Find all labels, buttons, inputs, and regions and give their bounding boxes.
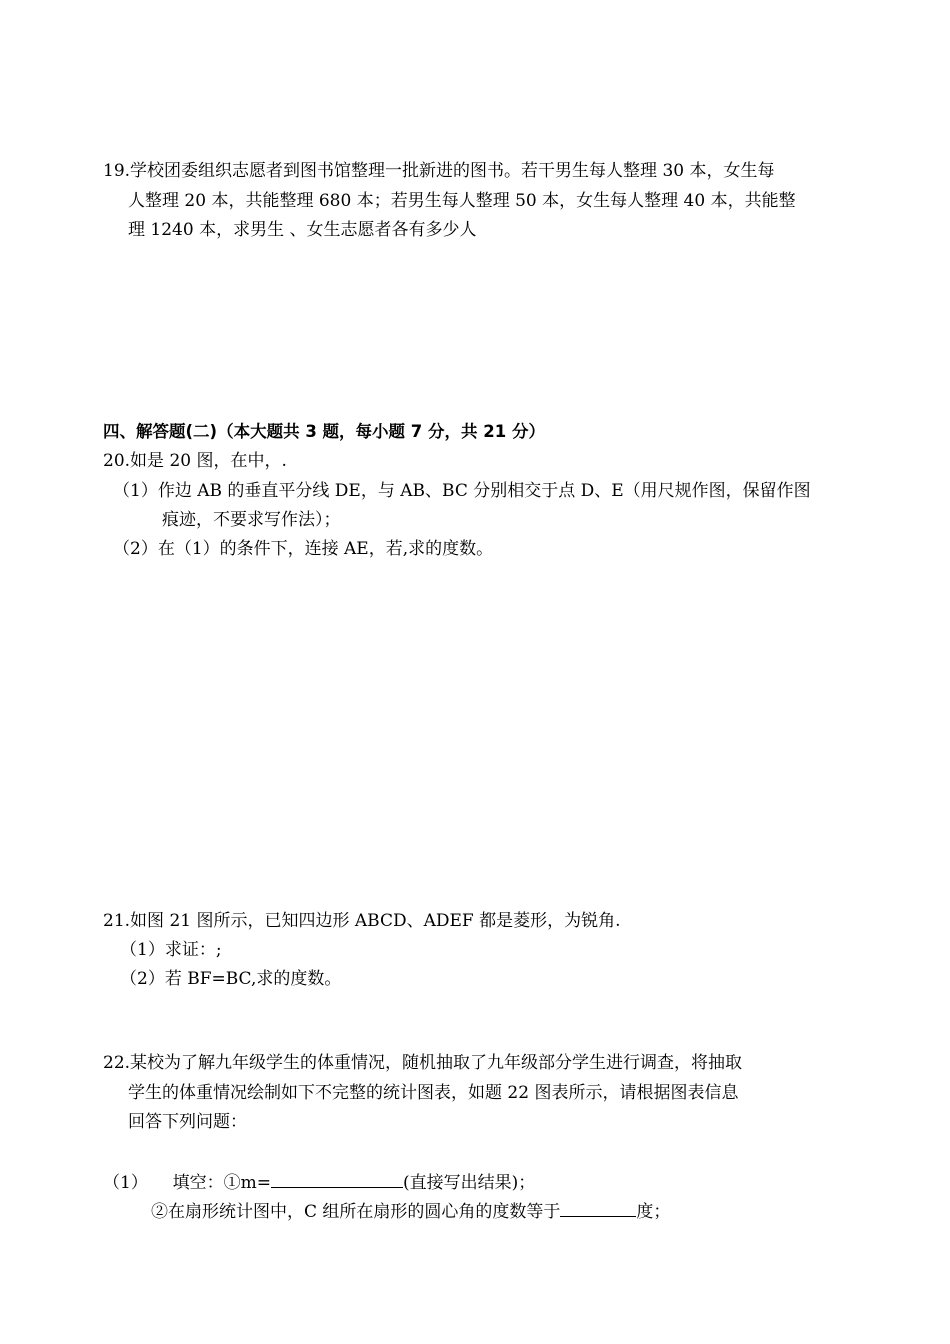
q20-part-1-line-2: 痕迹，不要求写作法）；: [162, 510, 341, 530]
q22-part-1-prompt: 填空：①m=: [172, 1173, 272, 1193]
q22-part-1-suffix: (直接写出结果)；: [403, 1173, 536, 1193]
q20-stem: 20.如是 20 图，在中，.: [103, 451, 287, 471]
q22-part-2-suffix: 度；: [636, 1202, 671, 1222]
q19-line-2: 人整理 20 本，共能整理 680 本；若男生每人整理 50 本，女生每人整理 40 本，共能整: [128, 191, 796, 211]
q19-line-3: 理 1240 本，求男生 、女生志愿者各有多少人: [128, 220, 477, 240]
q22-part-1-label: （1）: [103, 1173, 148, 1193]
q22-line-2: 学生的体重情况绘制如下不完整的统计图表，如题 22 图表所示，请根据图表信息: [128, 1083, 739, 1103]
q22-line-1: 22.某校为了解九年级学生的体重情况，随机抽取了九年级部分学生进行调查，将抽取: [103, 1053, 743, 1073]
q21-stem: 21.如图 21 图所示，已知四边形 ABCD、ADEF 都是菱形，为锐角.: [103, 911, 621, 931]
answer-blank-angle[interactable]: [560, 1200, 636, 1217]
q19-line-1: 19.学校团委组织志愿者到图书馆整理一批新进的图书。若干男生每人整理 30 本，女生每: [103, 161, 775, 181]
q20-part-2: （2）在（1）的条件下，连接 AE，若,求的度数。: [113, 539, 494, 559]
q22-line-3: 回答下列问题：: [128, 1112, 247, 1132]
answer-blank-m[interactable]: [271, 1171, 403, 1188]
q22-part-2-prompt: ②在扇形统计图中，C 组所在扇形的圆心角的度数等于: [151, 1202, 561, 1222]
q20-part-1-line-1: （1）作边 AB 的垂直平分线 DE，与 AB、BC 分别相交于点 D、E（用尺规作图，保留作图: [113, 481, 811, 501]
q21-part-1: （1）求证：;: [120, 940, 222, 960]
q22-part-1: [103, 1171, 535, 1194]
section-4-heading: 四、解答题(二)（本大题共 3 题，每小题 7 分，共 21 分）: [103, 422, 545, 441]
q22-part-2: [151, 1200, 670, 1223]
q21-part-2: （2）若 BF=BC,求的度数。: [120, 969, 342, 989]
